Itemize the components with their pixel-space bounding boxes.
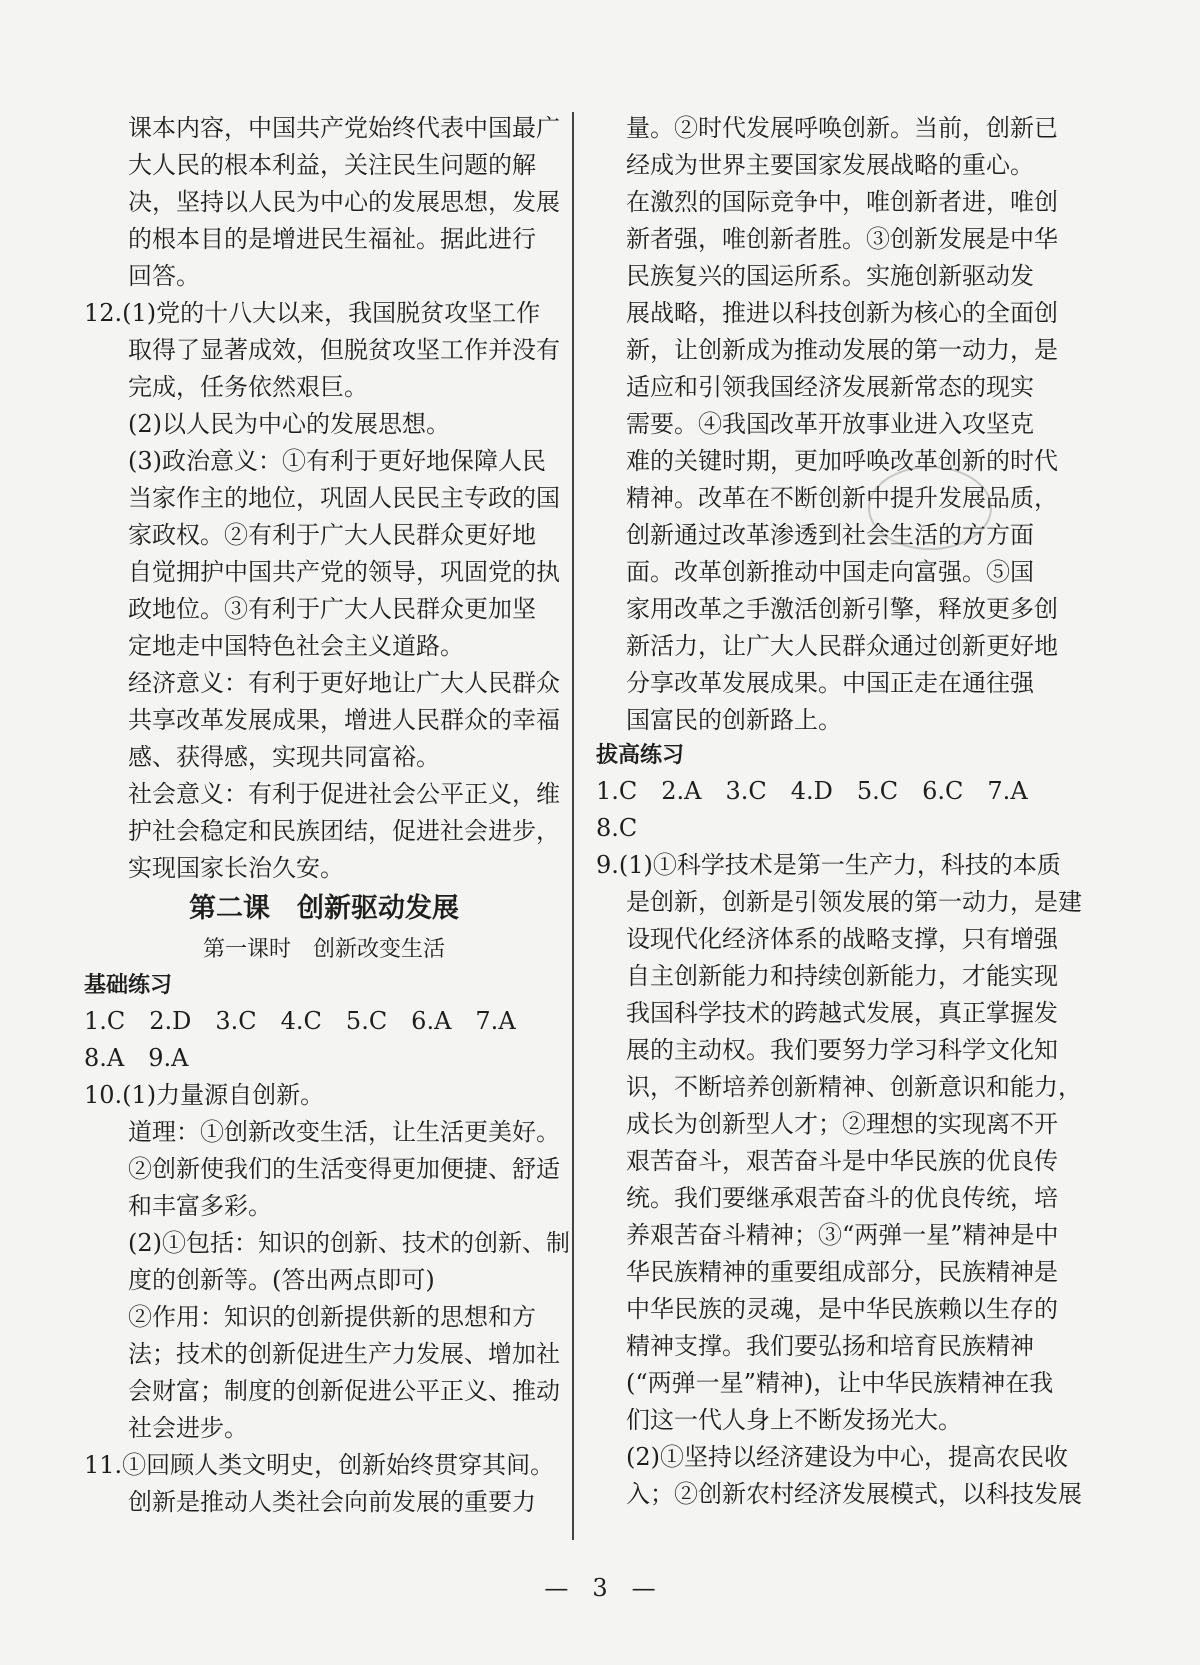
text-line: 中华民族的灵魂，是中华民族赖以生存的 xyxy=(626,1295,1058,1323)
text-line: (2)①包括：知识的创新、技术的创新、制 xyxy=(128,1229,570,1257)
text-line: 新者强，唯创新者胜。③创新发展是中华 xyxy=(626,225,1058,253)
text-line: 养艰苦奋斗精神；③“两弹一星”精神是中 xyxy=(626,1221,1059,1249)
faint-stamp-mark xyxy=(868,466,992,550)
text-line: 共享改革发展成果，增进人民群众的幸福 xyxy=(128,706,560,734)
lesson-title: 第一课时 创新改变生活 xyxy=(202,937,445,962)
text-line: 定地走中国特色社会主义道路。 xyxy=(128,632,464,660)
text-line: 决，坚持以人民为中心的发展思想，发展 xyxy=(128,188,560,216)
text-line: 12.(1)党的十八大以来，我国脱贫攻坚工作 xyxy=(84,299,541,327)
text-line: (3)政治意义：①有利于更好地保障人民 xyxy=(128,447,546,475)
chapter-title: 第二课 创新驱动发展 xyxy=(189,893,459,924)
text-line: 创新通过改革渗透到社会生活的方方面 xyxy=(626,521,1034,549)
text-line: 道理：①创新改变生活，让生活更美好。 xyxy=(128,1118,560,1146)
text-line: 精神。改革在不断创新中提升发展品质， xyxy=(626,484,1058,512)
text-line: 10.(1)力量源自创新。 xyxy=(84,1081,325,1109)
text-line: 创新是推动人类社会向前发展的重要力 xyxy=(128,1488,536,1516)
text-line: 的根本目的是增进民生福祉。据此进行 xyxy=(128,225,536,253)
text-line: 新活力，让广大人民群众通过创新更好地 xyxy=(626,632,1058,660)
text-line: (“两弹一星”精神)，让中华民族精神在我 xyxy=(626,1369,1054,1397)
text-line: 和丰富多彩。 xyxy=(128,1192,272,1220)
page-number: — 3 — xyxy=(544,1574,656,1602)
text-line: 量。②时代发展呼唤创新。当前，创新已 xyxy=(626,114,1058,142)
section-heading-advanced: 拔高练习 xyxy=(596,743,685,768)
text-line: 政地位。③有利于广大人民群众更加坚 xyxy=(128,595,536,623)
text-line: 民族复兴的国运所系。实施创新驱动发 xyxy=(626,262,1034,290)
text-line: 度的创新等。(答出两点即可) xyxy=(128,1266,435,1294)
text-line: 分享改革发展成果。中国正走在通往强 xyxy=(626,669,1034,697)
answer-line: 8.A 9.A xyxy=(84,1044,189,1072)
text-line: 取得了显著成效，但脱贫攻坚工作并没有 xyxy=(128,336,560,364)
section-heading-basic: 基础练习 xyxy=(84,973,173,998)
answer-line: 1.C 2.A 3.C 4.D 5.C 6.C 7.A xyxy=(596,777,1028,805)
text-line: 需要。④我国改革开放事业进入攻坚克 xyxy=(626,410,1034,438)
text-line: 感、获得感，实现共同富裕。 xyxy=(128,743,440,771)
text-line: 适应和引领我国经济发展新常态的现实 xyxy=(626,373,1034,401)
text-line: 设现代化经济体系的战略支撑，只有增强 xyxy=(626,925,1058,953)
text-line: (2)①坚持以经济建设为中心，提高农民收 xyxy=(626,1443,1068,1471)
text-line: 家用改革之手激活创新引擎，释放更多创 xyxy=(626,595,1058,623)
text-line: 国富民的创新路上。 xyxy=(626,706,842,734)
text-line: 自觉拥护中国共产党的领导，巩固党的执 xyxy=(128,558,560,586)
column-divider xyxy=(572,112,574,1540)
text-line: 11.①回顾人类文明史，创新始终贯穿其间。 xyxy=(84,1451,555,1479)
text-line: (2)以人民为中心的发展思想。 xyxy=(128,410,450,438)
right-column xyxy=(596,110,1082,1513)
text-line: 统。我们要继承艰苦奋斗的优良传统，培 xyxy=(626,1184,1058,1212)
text-line: 当家作主的地位，巩固人民民主专政的国 xyxy=(128,484,560,512)
text-line: 华民族精神的重要组成部分，民族精神是 xyxy=(626,1258,1058,1286)
text-line: 会财富；制度的创新促进公平正义、推动 xyxy=(128,1377,560,1405)
text-line: 识，不断培养创新精神、创新意识和能力， xyxy=(626,1073,1082,1101)
text-line: 完成，任务依然艰巨。 xyxy=(128,373,368,401)
left-column xyxy=(84,110,570,1521)
text-line: 护社会稳定和民族团结，促进社会进步， xyxy=(128,817,560,845)
text-line: 社会进步。 xyxy=(128,1414,248,1442)
text-line: 9.(1)①科学技术是第一生产力，科技的本质 xyxy=(596,851,1061,879)
text-line: ②创新使我们的生活变得更加便捷、舒适 xyxy=(128,1155,560,1183)
text-line: 法；技术的创新促进生产力发展、增加社 xyxy=(128,1340,560,1368)
text-line: 家政权。②有利于广大人民群众更好地 xyxy=(128,521,536,549)
text-line: 经成为世界主要国家发展战略的重心。 xyxy=(626,151,1034,179)
text-line: 经济意义：有利于更好地让广大人民群众 xyxy=(128,669,560,697)
text-line: 展的主动权。我们要努力学习科学文化知 xyxy=(626,1036,1058,1064)
text-line: 入；②创新农村经济发展模式，以科技发展 xyxy=(626,1480,1082,1508)
text-line: 社会意义：有利于促进社会公平正义，维 xyxy=(128,780,560,808)
text-line: 成长为创新型人才；②理想的实现离不开 xyxy=(626,1110,1058,1138)
text-line: 实现国家长治久安。 xyxy=(128,854,344,882)
answer-line: 8.C xyxy=(596,814,638,842)
text-line: 是创新，创新是引领发展的第一动力，是建 xyxy=(626,888,1082,916)
text-line: 自主创新能力和持续创新能力，才能实现 xyxy=(626,962,1058,990)
text-line: ②作用：知识的创新提供新的思想和方 xyxy=(128,1303,536,1331)
answer-line: 1.C 2.D 3.C 4.C 5.C 6.A 7.A xyxy=(84,1007,516,1035)
text-line: 们这一代人身上不断发扬光大。 xyxy=(626,1406,962,1434)
text-line: 我国科学技术的跨越式发展，真正掌握发 xyxy=(626,999,1058,1027)
text-line: 大人民的根本利益，关注民生问题的解 xyxy=(128,151,536,179)
text-line: 面。改革创新推动中国走向富强。⑤国 xyxy=(626,558,1034,586)
text-line: 在激烈的国际竞争中，唯创新者进，唯创 xyxy=(626,188,1058,216)
text-line: 回答。 xyxy=(128,262,200,290)
text-line: 展战略，推进以科技创新为核心的全面创 xyxy=(626,299,1058,327)
text-line: 课本内容，中国共产党始终代表中国最广 xyxy=(128,114,560,142)
text-line: 精神支撑。我们要弘扬和培育民族精神 xyxy=(626,1332,1034,1360)
text-line: 难的关键时期，更加呼唤改革创新的时代 xyxy=(626,447,1058,475)
text-line: 新，让创新成为推动发展的第一动力，是 xyxy=(626,336,1058,364)
text-line: 艰苦奋斗，艰苦奋斗是中华民族的优良传 xyxy=(626,1147,1058,1175)
